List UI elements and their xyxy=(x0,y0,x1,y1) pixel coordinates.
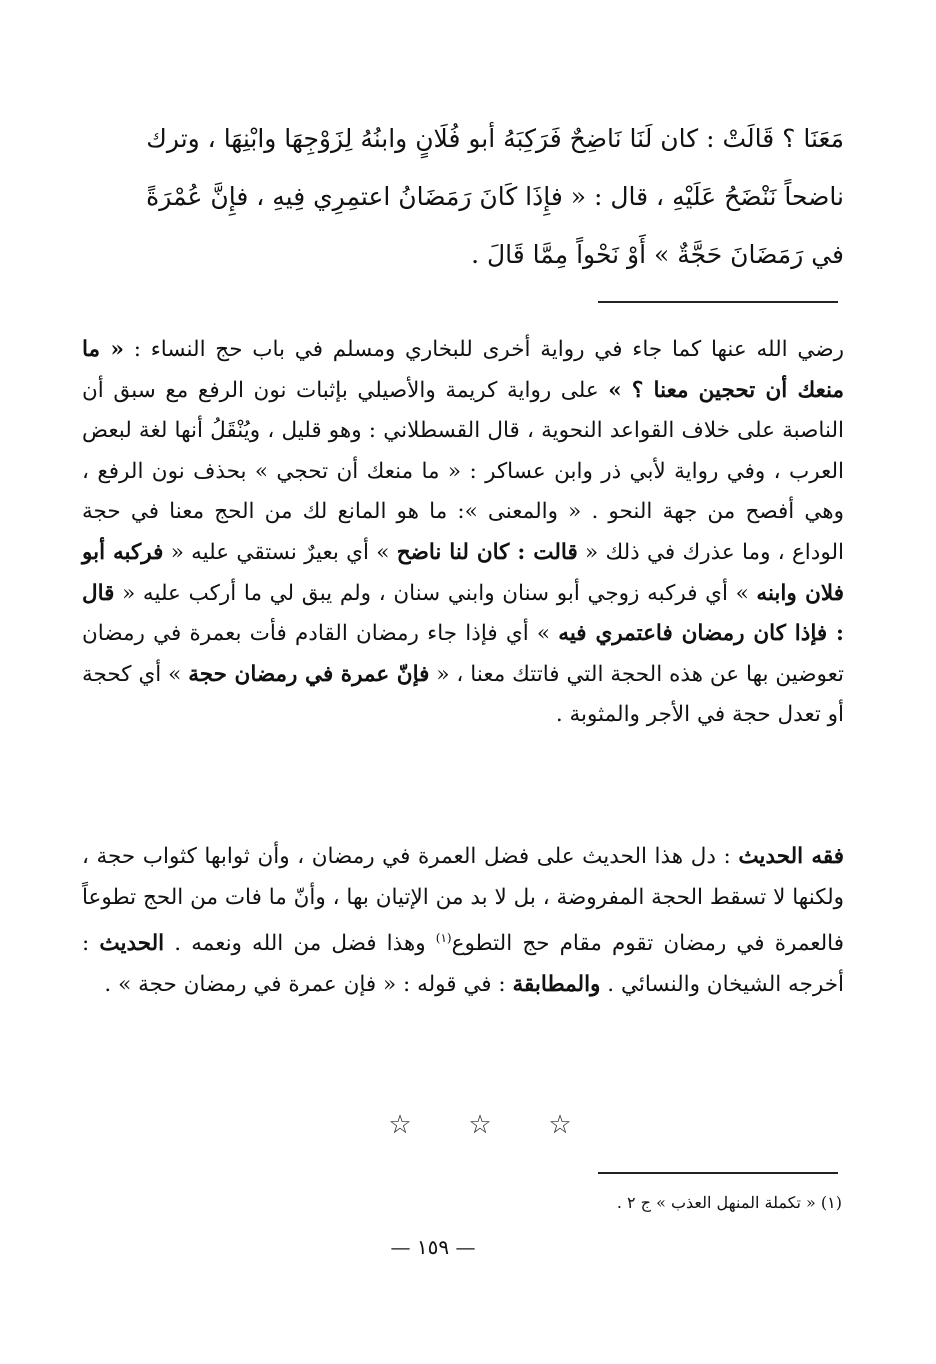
commentary-bold: قال : فإذا كان رمضان فاعتمري فيه xyxy=(82,580,844,647)
hadith-line: في رَمَضَانَ حَجَّةٌ » أَوْ نَحْواً مِمَّا قَالَ . xyxy=(471,240,844,269)
commentary-text: على رواية كريمة والأصيلي بإثبات نون الرفع مع سبق أن الناصبة على خلاف القواعد النحوية ، قال القسطلاني : وهو قليل ، ويُنْقَلُ أنها لغة لبعض العرب ، وفي رواية لأبي ذر وابن عساكر : « ما منعك أن تحجي » بحذف نون الرفع ، وهي أفصح من جهة النحو . « والمعنى »: ما هو المانع لك من الحج معنا في حجة الوداع ، وما عذرك في ذلك « xyxy=(82,377,844,565)
commentary-text: » أي فإذا جاء رمضان القادم فأت بعمرة في رمضان تعوضين بها عن هذه الحجة التي فاتتك معنا ، « xyxy=(82,621,845,687)
commentary-bold: قالت : كان لنا ناضح xyxy=(396,539,578,565)
commentary-text: » أي كحجة أو تعدل حجة في الأجر والمثوبة . xyxy=(82,661,844,728)
star-icon: ☆ xyxy=(468,1110,492,1140)
hadith-line: مَعَنَا ؟ قَالَتْ : كان لَنَا نَاضِحٌ فَرَكِبَهُ أبو فُلَانٍ وابنُهُ لِزَوْجِهَا وابْنِهَا ، وترك xyxy=(146,124,844,153)
fiqh-text: وهذا فضل من الله ونعمه . xyxy=(164,931,436,957)
fiqh-paragraph xyxy=(82,836,844,1005)
hadith-heading: الحديث xyxy=(99,931,165,957)
fiqh-text: : أخرجه الشيخان والنسائي . xyxy=(82,931,844,998)
footnote: (١) « تكملة المنهل العذب » ج ٢ . xyxy=(616,1193,842,1212)
section-ornament xyxy=(380,1105,580,1145)
commentary-text: » أي بعيرٌ نستقي عليه « xyxy=(163,539,397,565)
star-icon: ☆ xyxy=(388,1110,412,1140)
footnote-reference[interactable]: (١) xyxy=(435,931,452,945)
hadith-text xyxy=(82,110,844,284)
fiqh-text: : دل هذا الحديث على فضل العمرة في رمضان ، وأن ثوابها كثواب حجة ، ولكنها لا تسقط الحجة المفروضة ، بل لا بد من الإتيان بها ، وأنّ ما فات من الحج تطوعاً فالعمرة في رمضان تقوم مقام حج التطوع xyxy=(82,844,845,957)
commentary-text: » أي فركبه زوجي أبو سنان وابني سنان ، ولم يبق لي ما أركب عليه « xyxy=(114,580,757,606)
matching-heading: والمطابقة xyxy=(512,972,601,998)
commentary-bold: فركبه أبو فلان وابنه xyxy=(82,539,844,606)
fiqh-text: : في قوله : « فإن عمرة في رمضان حجة » . xyxy=(104,972,513,998)
commentary-text: رضي الله عنها كما جاء في رواية أخرى للبخاري ومسلم في باب حج النساء : xyxy=(133,337,844,362)
commentary-bold: فإنّ عمرة في رمضان حجة xyxy=(188,661,430,687)
commentary-bold: « ما منعك أن تحجين معنا ؟ » xyxy=(82,337,844,403)
hadith-line: ناضحاً نَنْضَحُ عَلَيْهِ ، قال : « فإِذَا كَانَ رَمَضَانُ اعتمِرِي فِيهِ ، فإِنَّ عُمْرَةً xyxy=(146,182,844,211)
footnote-divider xyxy=(598,1172,838,1174)
fiqh-heading: فقه الحديث xyxy=(738,844,845,869)
page-number: — ١٥٩ — xyxy=(390,1235,476,1259)
section-divider xyxy=(598,301,838,303)
commentary-paragraph xyxy=(82,330,844,736)
star-icon: ☆ xyxy=(548,1110,572,1140)
